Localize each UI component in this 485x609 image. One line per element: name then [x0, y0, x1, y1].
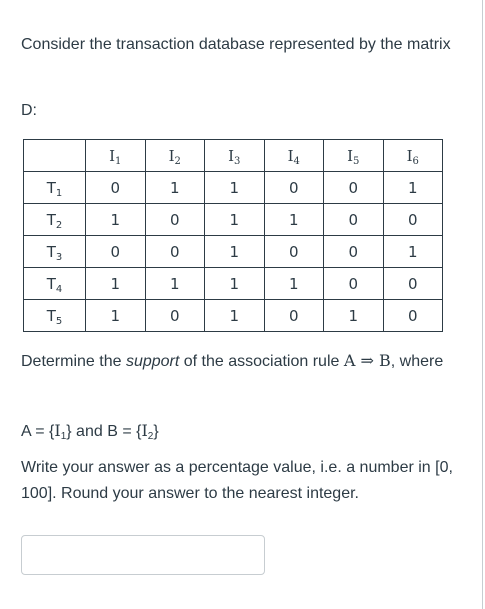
- transaction-label: $T_2$: [24, 204, 86, 236]
- transaction-row: [24, 268, 443, 300]
- item-header-1: $I_1$: [86, 140, 146, 172]
- matrix-header-row: [24, 140, 443, 172]
- matrix-cell: 1: [205, 268, 265, 300]
- matrix-cell: 0: [383, 300, 443, 332]
- transaction-matrix: [23, 139, 443, 332]
- matrix-cell: 1: [145, 172, 205, 204]
- matrix-cell: 0: [264, 236, 324, 268]
- matrix-cell: 1: [86, 268, 146, 300]
- matrix-cell: 0: [324, 204, 384, 236]
- matrix-cell: 1: [383, 236, 443, 268]
- matrix-cell: 0: [324, 268, 384, 300]
- item-header-5: $I_5$: [324, 140, 384, 172]
- transaction-label: $T_5$: [24, 300, 86, 332]
- transaction-row: [24, 172, 443, 204]
- matrix-label: D:: [21, 102, 37, 119]
- transaction-label: $T_1$: [24, 172, 86, 204]
- matrix-cell: 1: [264, 204, 324, 236]
- matrix-cell: 0: [86, 172, 146, 204]
- matrix-cell: 1: [86, 300, 146, 332]
- transaction-row: [24, 236, 443, 268]
- matrix-cell: 0: [324, 172, 384, 204]
- matrix-cell: 0: [324, 236, 384, 268]
- itemset-definition: $A = \{I_1\}$ and $B = \{I_2\}$: [21, 421, 159, 442]
- question-intro: Consider the transaction database represented by the matrix: [21, 36, 451, 53]
- matrix-cell: 1: [383, 172, 443, 204]
- item-header-2: $I_2$: [145, 140, 205, 172]
- matrix-cell: 0: [145, 236, 205, 268]
- transaction-label: $T_3$: [24, 236, 86, 268]
- matrix-cell: 1: [145, 268, 205, 300]
- rule-formula: A ⇒ B: [343, 351, 391, 370]
- matrix-cell: 1: [205, 236, 265, 268]
- item-header-4: $I_4$: [264, 140, 324, 172]
- matrix-cell: 0: [264, 172, 324, 204]
- matrix-cell: 0: [86, 236, 146, 268]
- matrix-cell: 0: [145, 300, 205, 332]
- matrix-cell: 0: [383, 204, 443, 236]
- matrix-corner-cell: [24, 140, 86, 172]
- answer-input[interactable]: [21, 535, 265, 575]
- matrix-cell: 1: [205, 300, 265, 332]
- question-prompt: Determine the support of the association rule A ⇒ B, where: [21, 351, 444, 370]
- transaction-label: $T_4$: [24, 268, 86, 300]
- item-header-6: $I_6$: [383, 140, 443, 172]
- transaction-row: [24, 204, 443, 236]
- matrix-cell: 1: [324, 300, 384, 332]
- transaction-row: [24, 300, 443, 332]
- matrix-cell: 1: [86, 204, 146, 236]
- matrix-cell: 0: [264, 300, 324, 332]
- matrix-cell: 1: [205, 172, 265, 204]
- page-border: [482, 0, 483, 609]
- matrix-cell: 1: [264, 268, 324, 300]
- answer-instruction: Write your answer as a percentage value, i.e. a number in [0, 100]. Round your answer to the nearest integer.: [21, 459, 453, 502]
- matrix-cell: 0: [383, 268, 443, 300]
- matrix-cell: 1: [205, 204, 265, 236]
- matrix-cell: 0: [145, 204, 205, 236]
- support-term: support: [125, 353, 180, 370]
- item-header-3: $I_3$: [205, 140, 265, 172]
